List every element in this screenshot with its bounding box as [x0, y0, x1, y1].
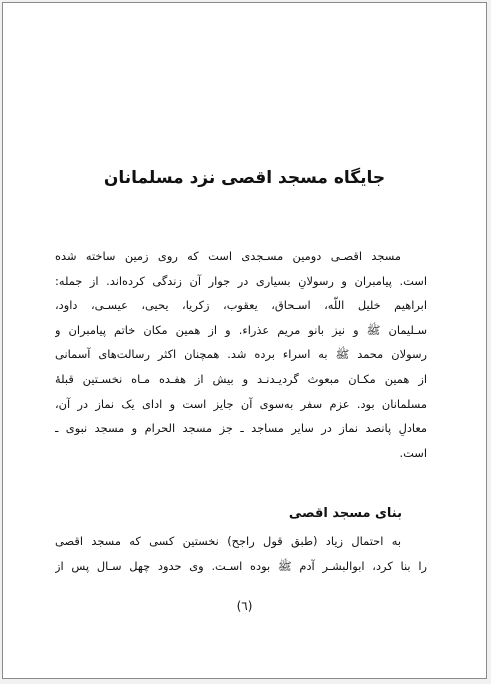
- paragraph-2: [55, 529, 427, 578]
- page-number: (٦): [236, 599, 253, 613]
- paragraph-line: است. پیامبران و رسولانِ بسیاری در جوار آن زندگی کرده‌اند. از جمله:: [55, 273, 427, 288]
- paragraph-line: مسلمانان بود. عزم سفر به‌سوی آن جایز است و ادای یک نماز در آن،: [55, 396, 427, 411]
- book-page: [2, 2, 487, 679]
- paragraph-line: معادلِ پانصد نماز در سایر مساجد ـ جز مسجد الحرام و مسجد نبوی ـ: [55, 421, 427, 436]
- chapter-title: جایگاه مسجد اقصی نزد مسلمانان: [103, 168, 386, 188]
- paragraph-line: به احتمال زیاد (طبق قول راجح) نخستین کسی که مسجد اقصی: [55, 534, 401, 548]
- paragraph-1: [55, 244, 427, 465]
- paragraph-line: سـلیمان ﷺ و نیز بانو مریم عذراء. و از همین مکان خاتم پیامبران و: [55, 322, 427, 337]
- paragraph-line: مسجد اقصـی دومین مسـجدی است که روی زمین ساخته شده: [55, 249, 401, 263]
- section-heading: بنای مسجد اقصی: [288, 506, 402, 521]
- paragraph-line: را بنا کرد، ابوالبشـر آدم ﷺ بوده اسـت. وی حدود چهل سـال پس از: [55, 558, 427, 573]
- paragraph-line: از همین مکـان مبعوث گردیـدنـد و بیش از هفـده مـاه نخسـتین قبلهٔ: [55, 371, 427, 386]
- paragraph-line: است.: [399, 445, 427, 460]
- paragraph-line: رسولان محمد ﷺ به اسراء برده شد. همچنان اکثر رسالت‌های آسمانی: [55, 347, 427, 362]
- paragraph-line: ابراهیم خلیل اللّه، اسـحاق، یعقوب، زکریا، یحیی، عیسـی، داود،: [55, 298, 427, 313]
